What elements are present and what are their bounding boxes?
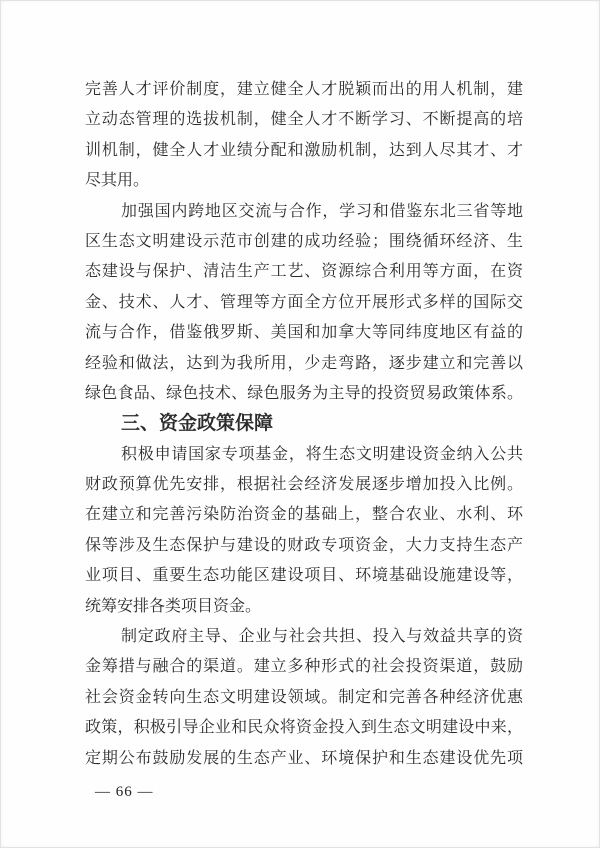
section-heading: 三、资金政策保障: [121, 413, 274, 435]
text-line: 在建立和完善污染防治资金的基础上，整合农业、水利、环: [85, 506, 523, 524]
text-line: 流与合作，借鉴俄罗斯、美国和加拿大等同纬度地区有益的: [85, 324, 523, 342]
text-line: 完善人才评价制度，建立健全人才脱颖而出的用人机制，建: [85, 81, 523, 98]
text-line: 金、技术、人才、管理等方面全方位开展形式多样的国际交: [85, 293, 523, 311]
page-number: — 66 —: [95, 784, 154, 800]
text-line: 业项目、重要生态功能区建设项目、环境基础设施建设等，: [85, 567, 523, 585]
text-line: 训机制，健全人才业绩分配和激励机制，达到人尽其才、才: [85, 141, 523, 159]
text-line: 加强国内跨地区交流与合作，学习和借鉴东北三省等地: [121, 202, 523, 220]
text-line: 经验和做法，达到为我所用，少走弯路，逐步建立和完善以: [85, 354, 523, 372]
text-line: 立动态管理的选拔机制，健全人才不断学习、不断提高的培: [85, 111, 523, 129]
text-line: 统筹安排各类项目资金。: [85, 597, 262, 615]
text-line: 金筹措与融合的渠道。建立多种形式的社会投资渠道，鼓励: [85, 658, 523, 676]
text-line: 尽其用。: [85, 172, 150, 190]
text-line: 积极申请国家专项基金，将生态文明建设资金纳入公共: [121, 445, 523, 463]
text-line: 制定政府主导、企业与社会共担、投入与效益共享的资: [121, 628, 523, 646]
text-line: 财政预算优先安排，根据社会经济发展逐步增加投入比例。: [85, 476, 523, 494]
text-line: 社会资金转向生态文明建设领域。制定和完善各种经济优惠: [85, 688, 523, 706]
text-line: 保等涉及生态保护与建设的财政专项资金，大力支持生态产: [85, 536, 523, 554]
text-block: [85, 75, 523, 774]
text-line: 定期公布鼓励发展的生态产业、环境保护和生态建设优先项: [85, 749, 523, 767]
text-line: 态建设与保护、清洁生产工艺、资源综合利用等方面，在资: [85, 263, 523, 281]
text-line: 区生态文明建设示范市创建的成功经验；围绕循环经济、生: [85, 232, 523, 250]
text-line: 绿色食品、绿色技术、绿色服务为主导的投资贸易政策体系。: [85, 384, 523, 402]
text-line: 政策，积极引导企业和民众将资金投入到生态文明建设中来，: [85, 719, 523, 737]
